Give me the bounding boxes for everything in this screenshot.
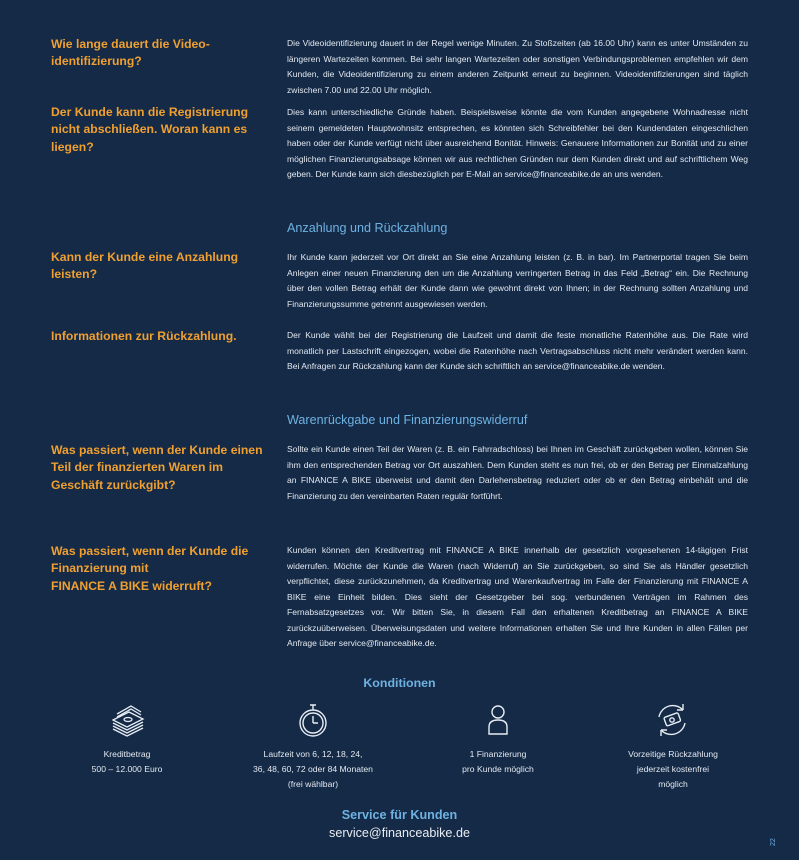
faq-question: Was passiert, wenn der Kunde einen Teil der finanzierten Waren im Geschäft zurückgibt? [51, 443, 263, 492]
faq-question: Kann der Kunde eine Anzahlung leisten? [51, 250, 239, 282]
person-icon [478, 700, 518, 740]
faq-question: Der Kunde kann die Registrierung nicht abschließen. Woran kann es liegen? [51, 105, 249, 154]
service-email-link[interactable]: service@financeabike.de [329, 826, 470, 840]
refund-icon [652, 700, 692, 740]
faq-question: Was passiert, wenn der Kunde die Finanzierung mit FINANCE A BIKE widerruft? [51, 544, 249, 593]
faq-answer: Dies kann unterschiedliche Gründe haben. Beispielsweise könnte die vom Kunden angegebene Wohnadresse nicht seinem gemeldeten Hauptwohnsitz entsprechen, es könnten sich Schreibfehler bei den Kundendaten eingeschlichen haben oder der Kunde verfügt nicht über ausreichend Bonität. Hinweis: Genauere Informationen zur Bonität und zu einer möglichen Finanzierungsabsage können wir aus rechtlichen Gründen nur dem Kunden direkt und auf schriftlichem Weg geben. Der Kunde kann sich diesbezüglich per E-Mail an service@financeabike.de an uns wenden. [287, 107, 748, 179]
section-heading-warenrueckgabe: Warenrückgabe und Finanzierungswiderruf [287, 413, 528, 427]
kondition-rueckzahlung: Vorzeitige Rückzahlung jederzeit kostenfrei möglich [628, 749, 718, 789]
service-title: Service für Kunden [341, 808, 458, 822]
page-corner-mark: 22 [770, 838, 777, 846]
stopwatch-icon [293, 700, 333, 740]
kondition-finanzierung: 1 Finanzierung pro Kunde möglich [462, 749, 534, 774]
faq-question: Wie lange dauert die Video- identifizierung? [51, 37, 210, 69]
konditionen-title: Konditionen [363, 676, 436, 690]
section-heading-anzahlung: Anzahlung und Rückzahlung [287, 221, 448, 235]
faq-answer: Sollte ein Kunde einen Teil der Waren (z. B. ein Fahrradschloss) bei Ihnen im Geschäft zurückgeben wollen, können Sie ihm den entsprechenden Betrag vor Ort auszahlen. Dem Kunden steht es nun frei, ob er den Betrag per Einmalzahlung an FINANCE A BIKE überweist und damit den Darlehensbetrag reduziert oder ob er den Betrag einbehält und die Finanzierung zu den vereinbarten Raten regulär fortführt. [287, 444, 748, 501]
faq-question: Informationen zur Rückzahlung. [51, 329, 237, 343]
kondition-laufzeit: Laufzeit von 6, 12, 18, 24, 36, 48, 60, 72 oder 84 Monaten (frei wählbar) [253, 749, 373, 789]
faq-answer: Ihr Kunde kann jederzeit vor Ort direkt an Sie eine Anzahlung leisten (z. B. in bar). Im Partnerportal tragen Sie beim Anlegen einer neuen Finanzierung den um die Anzahlung verringerten Betrag in das Feld „Betrag“ ein. Die Rechnung über den vollen Betrag erhält der Kunde dann wie gewohnt direkt von Ihnen; in der Rechnung sollten Anzahlung und Finanzierungssumme getrennt ausgewiesen werden. [287, 252, 748, 309]
kondition-kreditbetrag: Kreditbetrag 500 – 12.000 Euro [91, 749, 163, 774]
money-stack-icon [107, 700, 147, 740]
faq-answer: Die Videoidentifizierung dauert in der Regel wenige Minuten. Zu Stoßzeiten (ab 16.00 Uhr) kann es unter Umständen zu längeren Wartezeiten kommen. Bei sehr langen Wartezeiten oder sonstigen Verbindungsproblemen empfehlen wir dem Kunden, die Videoidentifizierung zu einem anderen Zeitpunkt erneut zu beginnen. Videoidentifizierungen sind täglich zwischen 7.00 und 22.00 Uhr möglich. [287, 38, 748, 95]
faq-answer: Kunden können den Kreditvertrag mit FINANCE A BIKE innerhalb der gesetzlich vorgesehenen 14-tägigen Frist widerrufen. Möchte der Kunde die Waren (nach Widerruf) an Sie zurückgeben, so sind Sie als Händler gesetzlich verpflichtet, diese zurückzunehmen, da Kreditvertrag und Warenkaufvertrag im Falle der Finanzierung mit FINANCE A BIKE eine Einheit bilden. Dies sieht der Gesetzgeber bei sog. verbundenen Verträgen im Rahmen des Fernabsatzgesetzes vor. Wir bitten Sie, in diesem Fall den erhaltenen Kreditbetrag an FINANCE A BIKE zurückzuüberweisen. Überweisungsdaten und weitere Informationen erhalten Sie und Ihre Kunden in allen Fällen per Anfrage über service@financeabike.de. [287, 545, 748, 648]
faq-answer: Der Kunde wählt bei der Registrierung die Laufzeit und damit die feste monatliche Ratenhöhe aus. Die Rate wird monatlich per Lastschrift eingezogen, wobei die Ratenhöhe nach Vertragsabschluss nicht mehr verändert werden kann. Bei Anfragen zur Rückzahlung kann der Kunde sich schriftlich an service@financeabike.de wenden. [287, 330, 748, 371]
